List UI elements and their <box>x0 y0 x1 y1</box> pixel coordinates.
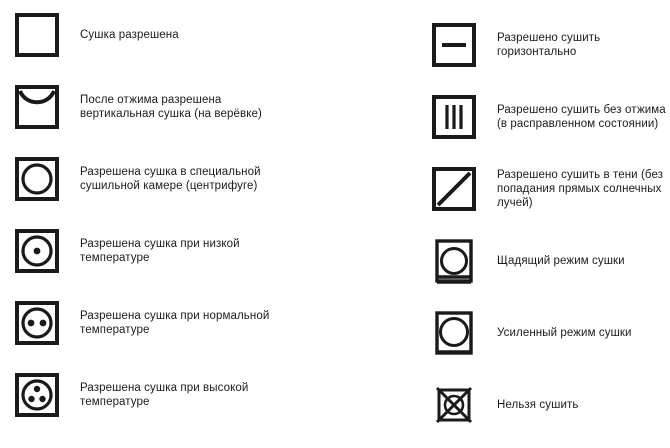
list-item-label: Нельзя сушить <box>497 399 579 411</box>
list-item <box>14 12 179 58</box>
list-item-label: Разрешена сушка при низкой температуре <box>80 238 240 264</box>
list-item <box>431 382 578 428</box>
list-item-label: Щадящий режим сушки <box>497 255 625 267</box>
list-item <box>14 156 270 202</box>
list-item-label: Разрешена сушка в специальной сушильной камере (центрифуге) <box>80 166 261 192</box>
list-item-label: Разрешено сушить горизонтально <box>497 32 601 58</box>
list-item <box>431 22 670 68</box>
right-column <box>335 0 670 448</box>
list-item-label: Сушка разрешена <box>80 29 179 41</box>
list-item <box>14 300 270 346</box>
square-circle-single-lines-icon <box>431 310 477 356</box>
list-item-label: Разрешена сушка при высокой температуре <box>80 382 249 408</box>
square-horizontal-line-icon <box>431 22 477 68</box>
list-item-label: Разрешено сушить без отжима (в расправленном состоянии) <box>497 104 666 130</box>
square-circle-crossed-icon <box>431 382 477 428</box>
square-circle-double-lines-icon <box>431 238 477 284</box>
list-item <box>14 84 270 130</box>
square-circle-two-dots-icon <box>14 300 60 346</box>
square-circle-one-dot-icon <box>14 228 60 274</box>
list-item <box>431 166 670 212</box>
list-item <box>431 310 632 356</box>
list-item-label: После отжима разрешена вертикальная сушка (на верёвке) <box>80 94 262 120</box>
list-item-label: Разрешена сушка при нормальной температуре <box>80 310 270 336</box>
square-with-circle-icon <box>14 156 60 202</box>
square-with-arc-icon <box>14 84 60 130</box>
list-item <box>14 228 270 274</box>
list-item <box>14 372 270 418</box>
square-diagonal-line-icon <box>431 166 477 212</box>
list-item-label: Разрешено сушить в тени (без попадания прямых солнечных лучей) <box>497 169 664 209</box>
list-item <box>431 238 625 284</box>
square-icon <box>14 12 60 58</box>
square-circle-three-dots-icon <box>14 372 60 418</box>
list-item <box>431 94 670 140</box>
square-three-vertical-lines-icon <box>431 94 477 140</box>
list-item-label: Усиленный режим сушки <box>497 327 632 339</box>
